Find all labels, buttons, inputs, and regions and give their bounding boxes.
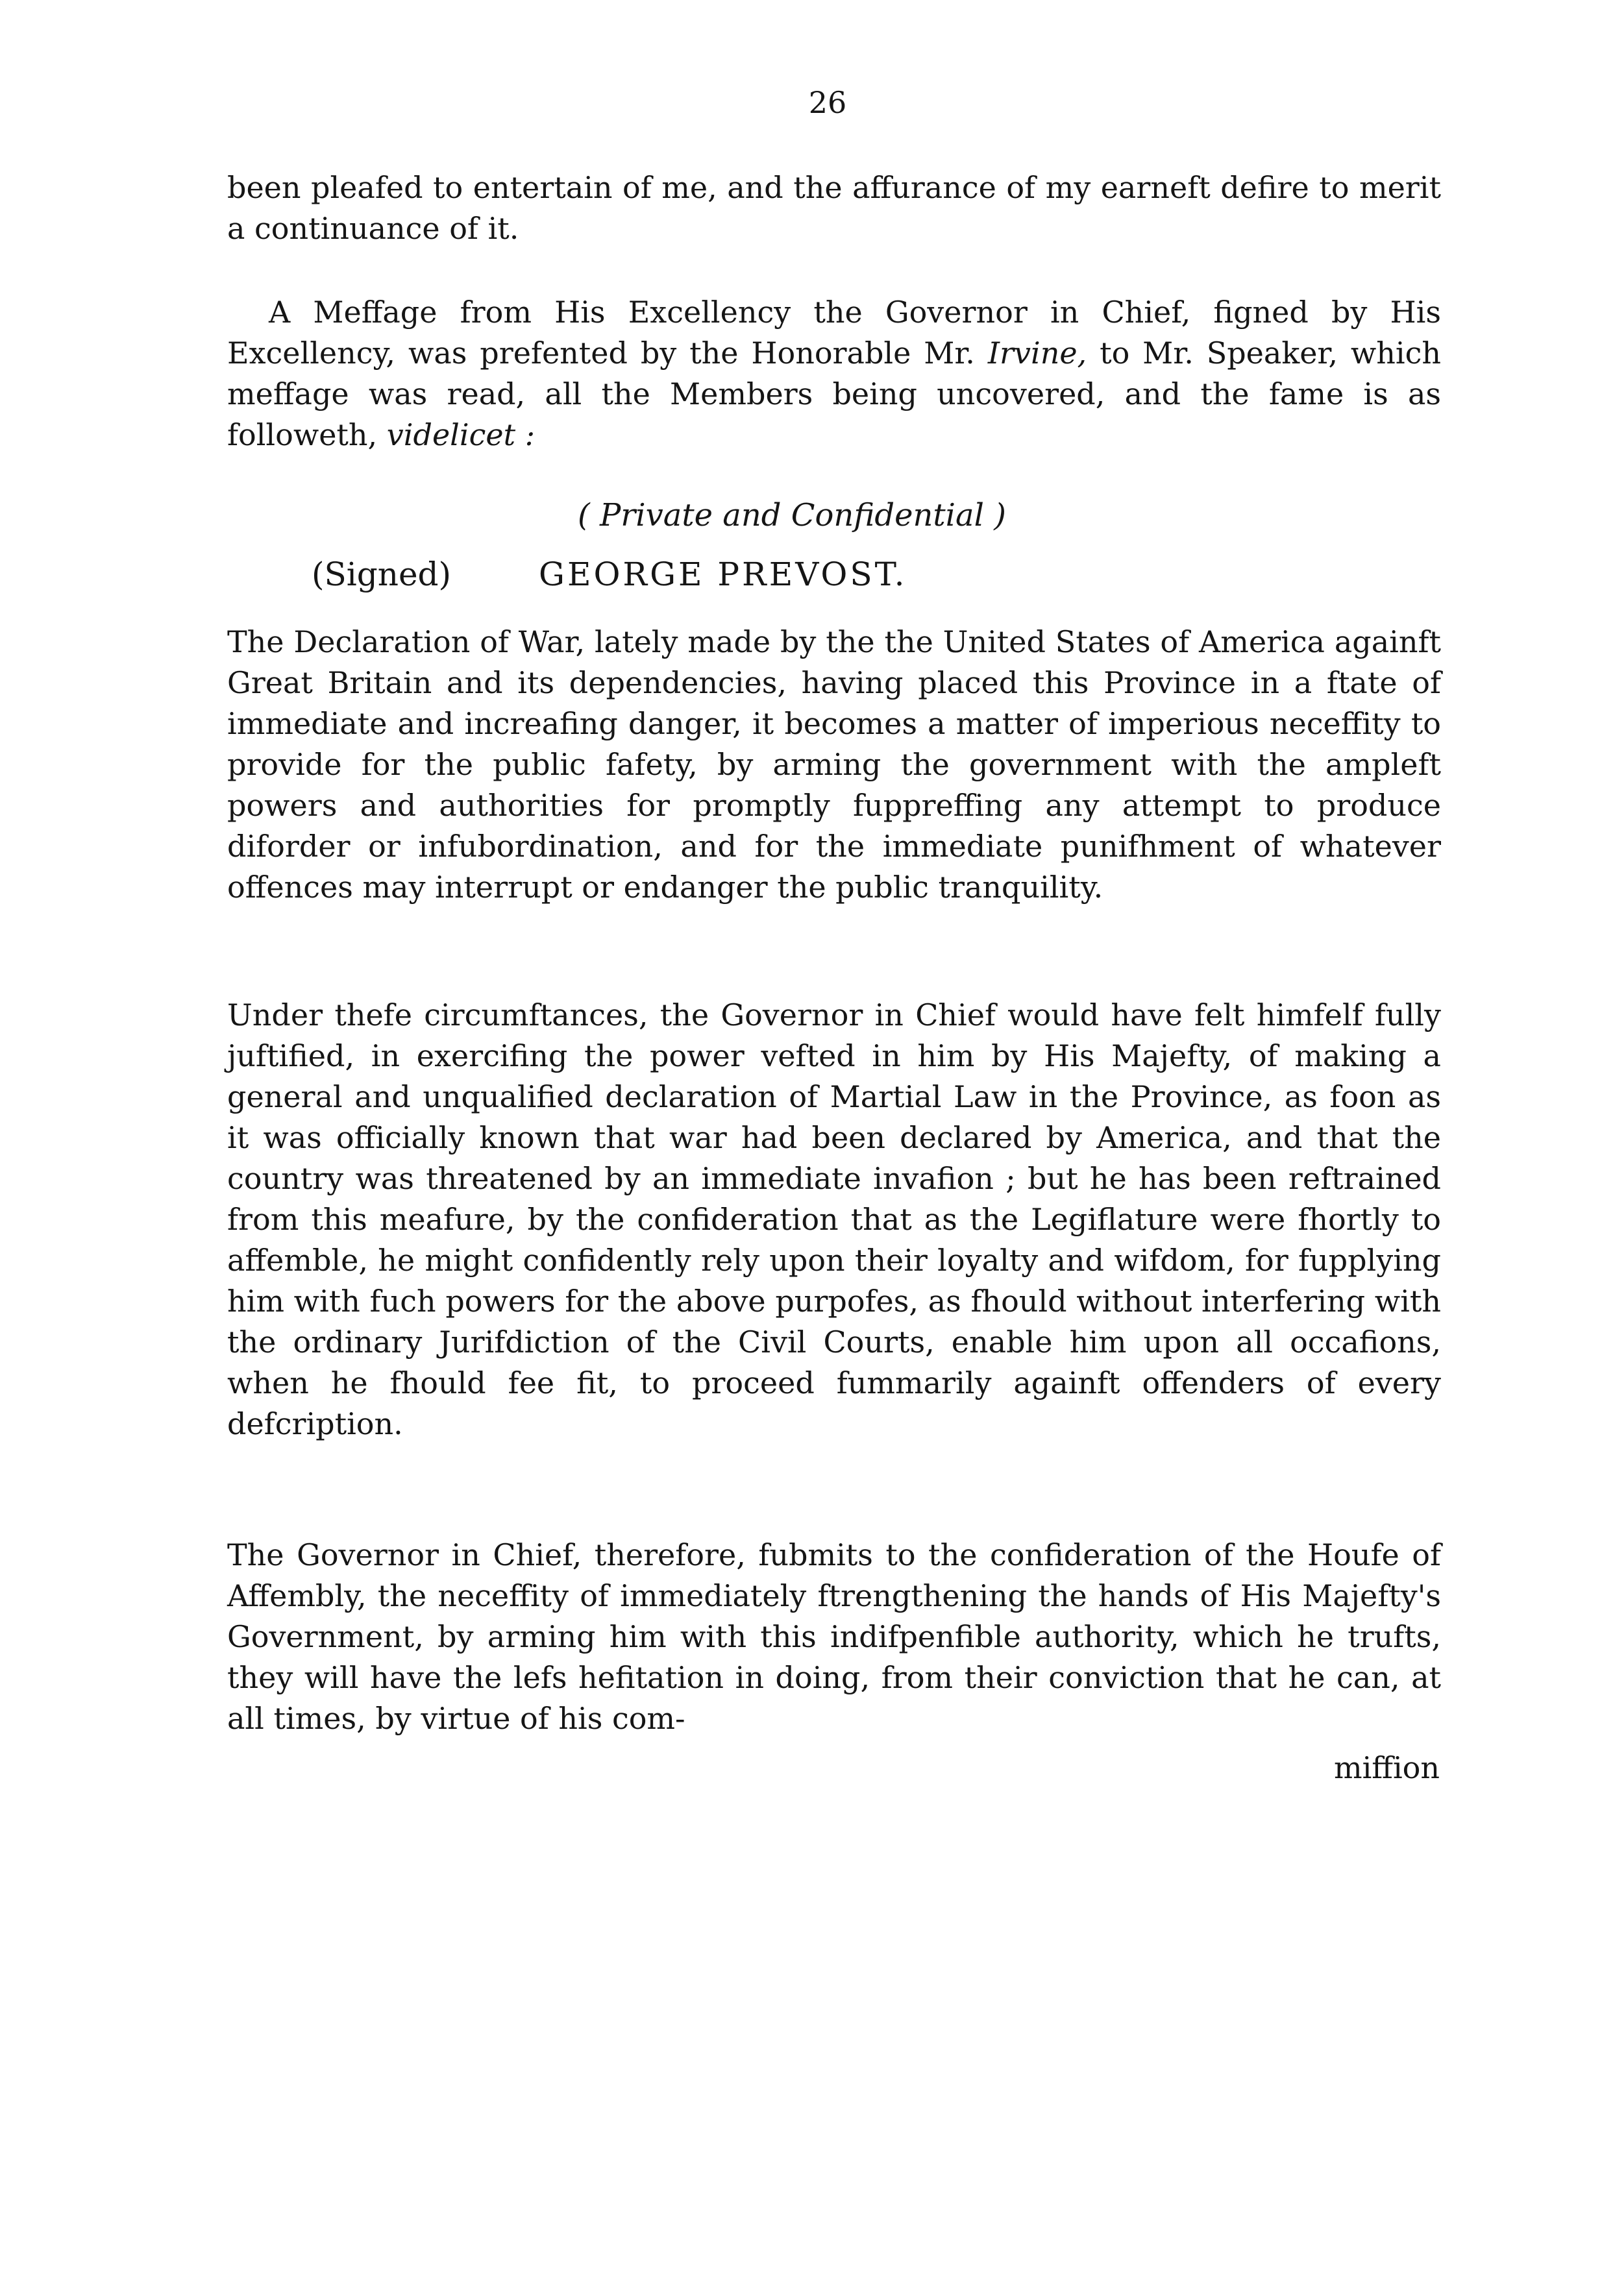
submission-paragraph: The Governor in Chief, therefore, fubmits to the confideration of the Houfe of Affembly, the neceffity of immediately ftrengthening the hands of His Majefty's Government, by arming him with this indifpenfible authority, which he trufts, they will have the lefs hefitation in doing, from their conviction that he can, at all times, by virtue of his com- bbox=[227, 1537, 1441, 1736]
private-confidential-heading: ( Private and Confidential ) bbox=[578, 497, 1006, 533]
irvine-name: Irvine, bbox=[987, 336, 1087, 371]
page-number: 26 bbox=[808, 85, 847, 120]
intro-text-after: to Mr. Speaker, which meffage was read, all the Members being uncovered, and the fame is as followeth, bbox=[227, 336, 1441, 452]
signed-label: (Signed) bbox=[312, 556, 452, 593]
continuation-paragraph: been pleafed to entertain of me, and the affurance of my earneft defire to merit a continuance of it. bbox=[227, 170, 1441, 246]
videlicet-word: videlicet : bbox=[386, 417, 536, 452]
declaration-paragraph: The Declaration of War, lately made by the the United States of America againft Great Britain and its dependencies, having placed this Province in a ftate of immediate and increafing danger, it becomes a matter of imperious neceffity to provide for the public fafety, by arming the government with the ampleft powers and authorities for promptly fuppreffing any attempt to produce diforder or infubordination, and for the immediate punifhment of whatever offences may interrupt or endanger the public tranquility. bbox=[227, 624, 1441, 905]
intro-text-before: A Meffage from His Excellency the Governor in Chief, figned by His Excellency, was prefented by the Honorable Mr. bbox=[227, 295, 1441, 371]
circumstances-paragraph: Under thefe circumftances, the Governor in Chief would have felt himfelf fully juftified, in exercifing the power vefted in him by His Majefty, of making a general and unqualified declaration of Martial Law in the Province, as foon as it was officially known that war had been declared by America, and that the country was threatened by an immediate invafion ; but he has been reftrained from this meafure, by the confideration that as the Legiflature were fhortly to affemble, he might confidently rely upon their loyalty and wifdom, for fupplying him with fuch powers for the above purpofes, as fhould without interfering with the ordinary Jurifdiction of the Civil Courts, enable him upon all occafions, when he fhould fee fit, to proceed fummarily againft offenders of every defcription. bbox=[227, 997, 1441, 1441]
signature-line bbox=[312, 553, 907, 596]
message-intro-paragraph bbox=[227, 292, 1441, 456]
signer-name: GEORGE PREVOST. bbox=[539, 556, 907, 593]
catchword: miffion bbox=[1333, 1750, 1440, 1785]
